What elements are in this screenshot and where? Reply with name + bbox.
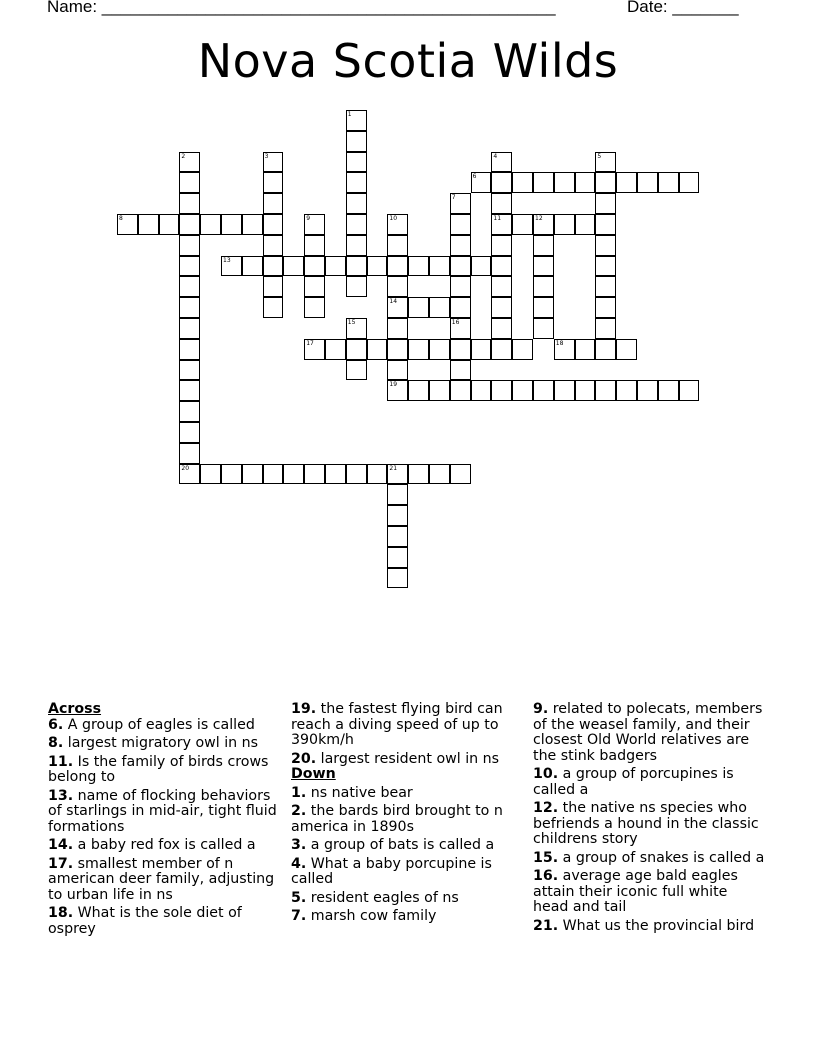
grid-cell — [450, 235, 471, 256]
grid-cell — [179, 297, 200, 318]
clues-column-3 — [533, 702, 765, 937]
grid-cell — [263, 276, 284, 297]
grid-cell — [179, 152, 200, 173]
grid-cell — [491, 152, 512, 173]
clue-down-9 — [533, 702, 765, 764]
clue-across-6 — [48, 718, 280, 734]
grid-cell — [179, 193, 200, 214]
grid-cell — [658, 380, 679, 401]
grid-cell — [325, 339, 346, 360]
grid-cell — [533, 297, 554, 318]
grid-cell — [367, 339, 388, 360]
clue-text: resident eagles of ns — [310, 889, 459, 906]
grid-number: 4 — [493, 152, 498, 160]
grid-cell — [325, 256, 346, 277]
clues-column-1 — [48, 702, 280, 940]
clue-number: 16. — [533, 868, 559, 884]
grid-number: 8 — [119, 215, 123, 222]
grid-cell — [263, 214, 284, 235]
grid-cell — [179, 380, 200, 401]
grid-cell — [387, 568, 408, 589]
clue-down-7 — [291, 909, 523, 925]
clue-text: the native ns species who befriends a hound in the classic childrens story — [533, 800, 759, 847]
grid-cell — [595, 256, 616, 277]
grid-cell — [200, 464, 221, 485]
grid-cell — [491, 172, 512, 193]
grid-cell — [533, 235, 554, 256]
grid-cell — [387, 318, 408, 339]
grid-cell — [533, 172, 554, 193]
grid-number: 7 — [451, 194, 456, 202]
grid-cell — [471, 256, 492, 277]
puzzle-title: Nova Scotia Wilds — [197, 34, 619, 88]
grid-cell — [304, 464, 325, 485]
grid-cell — [263, 256, 284, 277]
grid-cell — [408, 256, 429, 277]
clue-down-21 — [533, 919, 765, 935]
grid-cell — [595, 380, 616, 401]
grid-cell — [179, 401, 200, 422]
grid-cell — [616, 380, 637, 401]
grid-cell — [450, 380, 471, 401]
grid-cell — [491, 235, 512, 256]
grid-cell — [263, 464, 284, 485]
grid-cell — [387, 214, 408, 235]
grid-number: 21 — [389, 464, 398, 472]
grid-cell — [450, 318, 471, 339]
grid-number: 13 — [223, 256, 231, 264]
grid-cell — [179, 172, 200, 193]
clue-number: 2. — [291, 803, 307, 819]
grid-cell — [346, 464, 367, 485]
grid-number: 6 — [472, 173, 477, 181]
grid-cell — [346, 193, 367, 214]
across-heading: Across — [48, 701, 102, 717]
grid-cell — [346, 110, 367, 131]
clue-number: 12. — [533, 800, 559, 816]
grid-cell — [387, 526, 408, 547]
clue-across-11 — [48, 755, 280, 786]
grid-cell — [512, 214, 533, 235]
grid-cell — [595, 214, 616, 235]
clue-across-17 — [48, 857, 280, 904]
grid-cell — [117, 214, 138, 235]
grid-cell — [450, 464, 471, 485]
clue-across-20 — [291, 752, 523, 768]
grid-cell — [595, 235, 616, 256]
name-field-label: Name: ________________________________________________ — [47, 0, 556, 16]
clue-text: What a baby porcupine is called — [291, 855, 492, 887]
clue-number: 6. — [48, 716, 64, 733]
clue-text: average age bald eagles attain their iconic full white head and tail — [533, 868, 738, 915]
grid-cell — [263, 172, 284, 193]
clue-text: largest resident owl in ns — [320, 750, 500, 767]
grid-cell — [554, 339, 575, 360]
grid-cell — [179, 276, 200, 297]
grid-number: 3 — [264, 152, 269, 160]
grid-cell — [616, 172, 637, 193]
clue-number: 20. — [291, 750, 317, 767]
grid-cell — [304, 235, 325, 256]
grid-number: 5 — [597, 152, 602, 160]
grid-cell — [179, 318, 200, 339]
grid-cell — [387, 484, 408, 505]
grid-cell — [491, 214, 512, 235]
grid-cell — [408, 380, 429, 401]
grid-number: 19 — [389, 381, 398, 389]
clue-across-14 — [48, 838, 280, 854]
grid-cell — [304, 276, 325, 297]
grid-cell — [346, 256, 367, 277]
grid-cell — [242, 256, 263, 277]
grid-cell — [304, 339, 325, 360]
grid-cell — [429, 256, 450, 277]
grid-cell — [512, 380, 533, 401]
grid-number: 20 — [181, 464, 190, 472]
grid-cell — [387, 276, 408, 297]
clue-number: 3. — [291, 837, 307, 853]
grid-cell — [283, 256, 304, 277]
grid-cell — [637, 380, 658, 401]
grid-cell — [679, 172, 700, 193]
grid-cell — [325, 464, 346, 485]
clue-across-13 — [48, 789, 280, 836]
grid-number: 15 — [347, 319, 356, 326]
grid-cell — [512, 339, 533, 360]
grid-cell — [387, 235, 408, 256]
clue-down-1 — [291, 786, 523, 802]
clue-down-4 — [291, 857, 523, 888]
clue-text: the bards bird brought to n america in 1890s — [291, 803, 503, 835]
clue-text: a baby red fox is called a — [77, 837, 256, 853]
grid-cell — [554, 380, 575, 401]
clue-number: 5. — [291, 889, 307, 906]
grid-cell — [575, 339, 596, 360]
grid-cell — [450, 339, 471, 360]
clue-number: 1. — [291, 784, 307, 801]
grid-cell — [408, 339, 429, 360]
grid-cell — [367, 256, 388, 277]
clue-text: ns native bear — [310, 784, 413, 801]
clue-text: largest migratory owl in ns — [67, 735, 259, 751]
grid-cell — [637, 172, 658, 193]
grid-cell — [263, 152, 284, 173]
grid-cell — [387, 505, 408, 526]
grid-cell — [450, 193, 471, 214]
grid-cell — [533, 318, 554, 339]
grid-cell — [367, 464, 388, 485]
grid-cell — [346, 131, 367, 152]
grid-cell — [429, 464, 450, 485]
grid-number: 1 — [347, 111, 352, 118]
grid-cell — [179, 360, 200, 381]
clue-text: related to polecats, members of the weasel family, and their closest Old World relatives are the stink badgers — [533, 701, 763, 764]
grid-cell — [491, 256, 512, 277]
down-heading: Down — [291, 766, 336, 782]
grid-number: 18 — [555, 339, 564, 347]
grid-cell — [179, 235, 200, 256]
grid-cell — [450, 276, 471, 297]
grid-cell — [575, 214, 596, 235]
grid-cell — [429, 297, 450, 318]
grid-cell — [304, 297, 325, 318]
grid-cell — [658, 172, 679, 193]
grid-number: 16 — [451, 319, 460, 326]
grid-cell — [491, 193, 512, 214]
grid-cell — [450, 360, 471, 381]
grid-cell — [221, 464, 242, 485]
grid-cell — [533, 380, 554, 401]
grid-cell — [575, 380, 596, 401]
clue-text: the fastest flying bird can reach a diving speed of up to 390km/h — [291, 701, 503, 748]
grid-cell — [221, 256, 242, 277]
grid-cell — [242, 214, 263, 235]
grid-cell — [616, 339, 637, 360]
grid-cell — [159, 214, 180, 235]
grid-cell — [346, 360, 367, 381]
grid-cell — [408, 464, 429, 485]
grid-cell — [387, 339, 408, 360]
grid-cell — [429, 339, 450, 360]
grid-cell — [263, 193, 284, 214]
grid-number: 14 — [389, 298, 398, 306]
grid-cell — [179, 214, 200, 235]
clue-down-3 — [291, 838, 523, 854]
clue-text: What is the sole diet of osprey — [48, 905, 242, 937]
clue-text: marsh cow family — [310, 908, 437, 924]
grid-cell — [595, 172, 616, 193]
clue-number: 15. — [533, 849, 559, 866]
grid-cell — [533, 256, 554, 277]
grid-cell — [595, 276, 616, 297]
clue-down-16 — [533, 869, 765, 916]
clue-number: 21. — [533, 917, 559, 934]
grid-cell — [221, 214, 242, 235]
grid-cell — [179, 443, 200, 464]
clue-down-2 — [291, 804, 523, 835]
grid-cell — [387, 256, 408, 277]
clue-text: a group of bats is called a — [310, 837, 495, 853]
grid-cell — [595, 297, 616, 318]
clue-text: Is the family of birds crows belong to — [48, 753, 269, 785]
grid-cell — [242, 464, 263, 485]
grid-number: 10 — [389, 215, 398, 222]
clue-text: name of flocking behaviors of starlings in mid-air, tight fluid formations — [48, 787, 277, 835]
grid-cell — [387, 360, 408, 381]
clue-down-5 — [291, 891, 523, 907]
clue-number: 13. — [48, 787, 74, 804]
grid-cell — [346, 235, 367, 256]
grid-cell — [471, 172, 492, 193]
grid-cell — [179, 256, 200, 277]
grid-cell — [304, 256, 325, 277]
grid-cell — [346, 318, 367, 339]
grid-cell — [346, 214, 367, 235]
grid-cell — [491, 318, 512, 339]
grid-number: 11 — [493, 215, 502, 222]
grid-cell — [450, 214, 471, 235]
grid-cell — [595, 152, 616, 173]
grid-cell — [304, 214, 325, 235]
grid-number: 17 — [306, 339, 314, 347]
clue-number: 7. — [291, 908, 307, 924]
grid-cell — [179, 422, 200, 443]
clue-number: 17. — [48, 855, 74, 872]
clue-text: a group of snakes is called a — [562, 849, 765, 866]
clue-text: What us the provincial bird — [562, 917, 755, 934]
grid-cell — [450, 297, 471, 318]
grid-cell — [387, 547, 408, 568]
clue-down-15 — [533, 851, 765, 867]
grid-number: 9 — [306, 215, 311, 222]
clue-number: 4. — [291, 855, 307, 872]
clue-down-12 — [533, 801, 765, 848]
grid-cell — [512, 172, 533, 193]
grid-number: 2 — [181, 152, 186, 160]
grid-cell — [263, 235, 284, 256]
clue-number: 9. — [533, 701, 549, 717]
grid-cell — [450, 256, 471, 277]
grid-cell — [346, 276, 367, 297]
clue-number: 19. — [291, 701, 317, 717]
date-field-label: Date: _______ — [627, 0, 739, 16]
grid-cell — [387, 380, 408, 401]
clue-number: 8. — [48, 735, 64, 751]
grid-cell — [346, 172, 367, 193]
grid-cell — [179, 339, 200, 360]
clue-number: 10. — [533, 766, 559, 782]
grid-cell — [429, 380, 450, 401]
grid-cell — [387, 297, 408, 318]
grid-cell — [554, 214, 575, 235]
clue-number: 11. — [48, 753, 74, 770]
grid-cell — [179, 464, 200, 485]
clues-column-2 — [291, 702, 523, 928]
grid-cell — [346, 339, 367, 360]
grid-cell — [533, 276, 554, 297]
grid-cell — [491, 339, 512, 360]
grid-cell — [138, 214, 159, 235]
grid-cell — [471, 339, 492, 360]
clue-text: smallest member of n american deer family, adjusting to urban life in ns — [48, 855, 275, 903]
grid-cell — [491, 380, 512, 401]
clue-across-8 — [48, 736, 280, 752]
clue-across-19 — [291, 702, 523, 749]
clue-down-10 — [533, 767, 765, 798]
grid-cell — [283, 464, 304, 485]
grid-cell — [595, 318, 616, 339]
grid-cell — [491, 297, 512, 318]
grid-cell — [491, 276, 512, 297]
grid-cell — [554, 172, 575, 193]
grid-cell — [533, 214, 554, 235]
clue-text: a group of porcupines is called a — [533, 766, 734, 798]
clue-number: 18. — [48, 905, 74, 921]
clue-text: A group of eagles is called — [67, 716, 255, 733]
grid-cell — [595, 193, 616, 214]
grid-cell — [387, 464, 408, 485]
grid-cell — [408, 297, 429, 318]
grid-number: 12 — [535, 215, 543, 222]
grid-cell — [346, 152, 367, 173]
grid-cell — [200, 214, 221, 235]
clue-across-18 — [48, 906, 280, 937]
clue-number: 14. — [48, 837, 74, 853]
grid-cell — [263, 297, 284, 318]
grid-cell — [575, 172, 596, 193]
grid-cell — [595, 339, 616, 360]
grid-cell — [471, 380, 492, 401]
grid-cell — [679, 380, 700, 401]
